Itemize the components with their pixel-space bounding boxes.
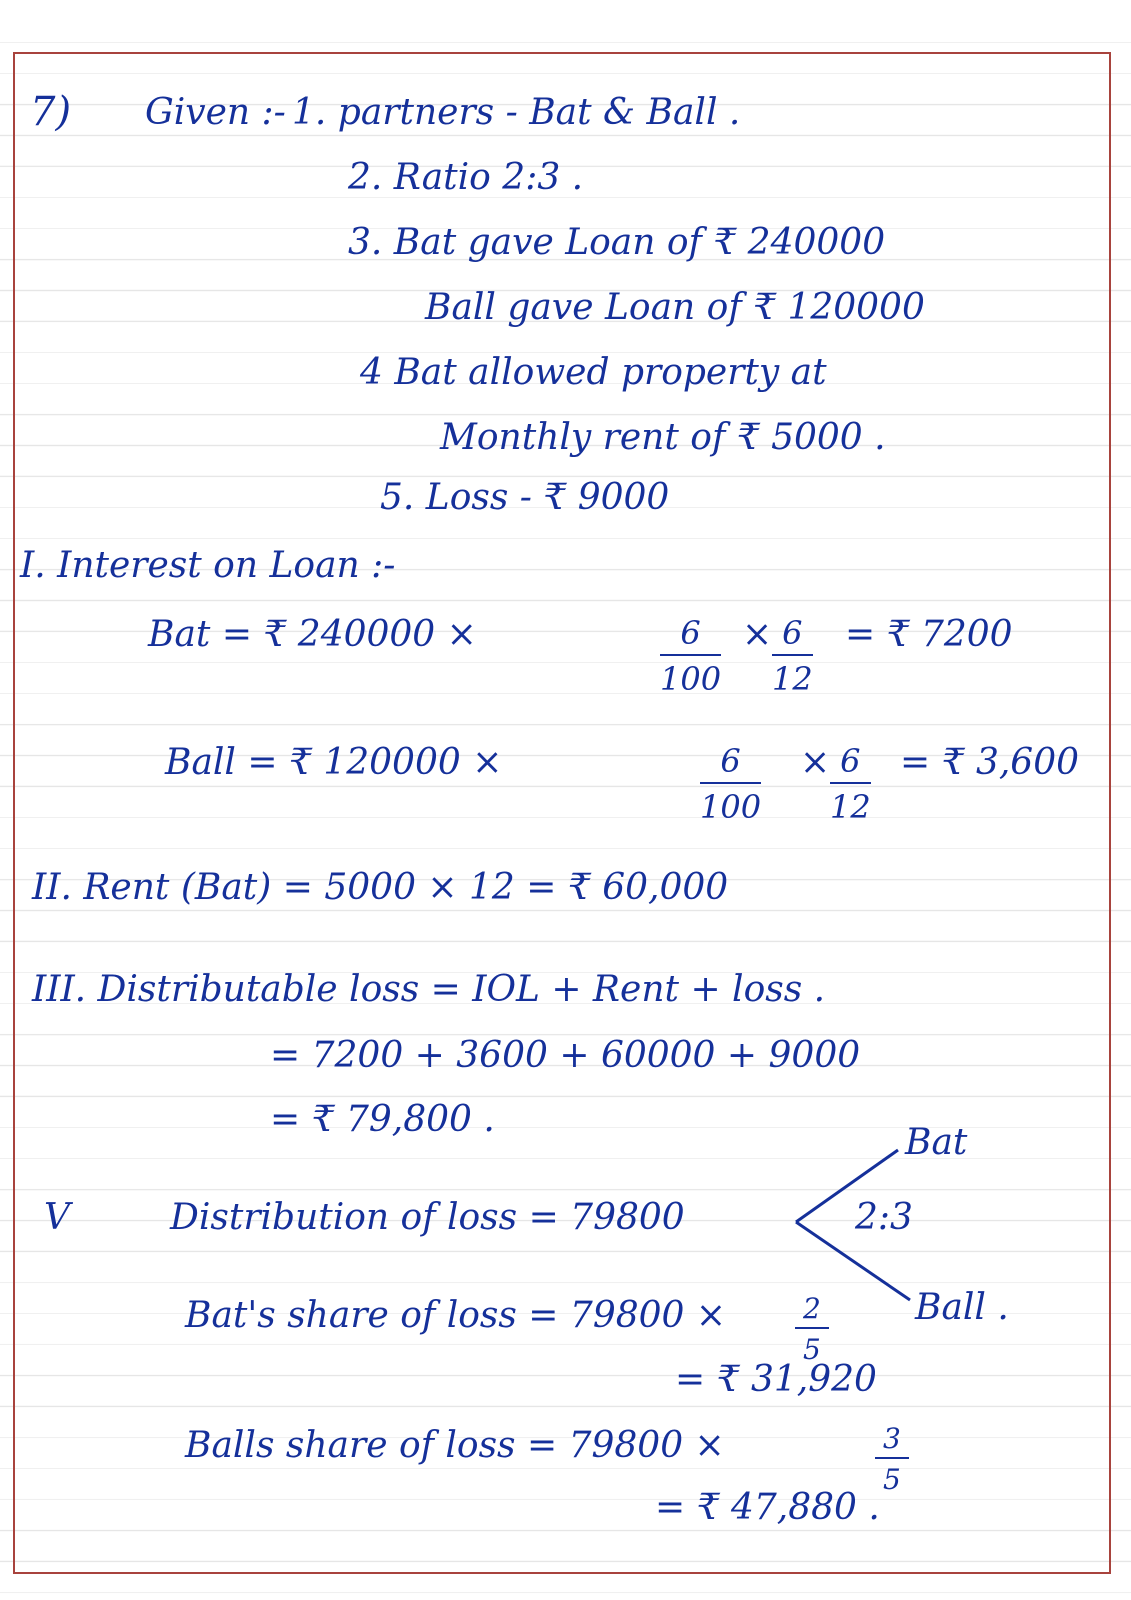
fraction-numerator: 2 [795, 1292, 829, 1329]
ball-interest-fraction-2 [830, 742, 871, 826]
ratio-label: 2:3 [855, 1197, 913, 1238]
ratio-split-arrows [790, 1140, 930, 1310]
ball-interest-result: = ₹ 3,600 [900, 742, 1080, 783]
given-line-bat-loan: 3. Bat gave Loan of ₹ 240000 [348, 222, 886, 263]
fraction-denominator: 12 [830, 788, 871, 826]
bat-share-lhs: Bat's share of loss = 79800 × [185, 1295, 727, 1336]
fraction-numerator: 3 [875, 1422, 909, 1459]
fraction-numerator: 6 [830, 742, 871, 784]
bat-interest-fraction-1 [660, 614, 721, 698]
fraction-numerator: 6 [772, 614, 813, 656]
distributable-loss-total: = ₹ 79,800 . [270, 1099, 495, 1140]
bat-share-fraction [795, 1292, 829, 1366]
given-line-loss: 5. Loss - ₹ 9000 [380, 477, 670, 518]
ball-share-lhs: Balls share of loss = 79800 × [185, 1425, 725, 1466]
distribution-line: Distribution of loss = 79800 [170, 1197, 685, 1238]
fraction-denominator: 12 [772, 660, 813, 698]
given-line-property: 4 Bat allowed property at [360, 352, 827, 393]
fraction-numerator: 6 [660, 614, 721, 656]
rent-line: II. Rent (Bat) = 5000 × 12 = ₹ 60,000 [32, 867, 729, 908]
fraction-denominator: 5 [803, 1333, 821, 1366]
section-number: V [44, 1197, 70, 1238]
given-line-monthly-rent: Monthly rent of ₹ 5000 . [440, 417, 886, 458]
fraction-denominator: 5 [883, 1463, 901, 1496]
arrow-to-bat [796, 1150, 898, 1222]
given-line-partners: 1. partners - Bat & Ball . [292, 92, 741, 133]
bat-interest-fraction-2 [772, 614, 813, 698]
branch-label-ball: Ball . [915, 1287, 1009, 1328]
branch-label-bat: Bat [905, 1122, 968, 1163]
distributable-loss-sum: = 7200 + 3600 + 60000 + 9000 [270, 1035, 861, 1076]
ball-interest-fraction-1 [700, 742, 761, 826]
fraction-denominator: 100 [660, 660, 722, 698]
distributable-loss-line: III. Distributable loss = IOL + Rent + loss . [32, 969, 826, 1010]
ball-share-result: = ₹ 47,880 . [655, 1487, 880, 1528]
arrow-to-ball [796, 1222, 910, 1300]
fraction-denominator: 100 [700, 788, 762, 826]
bat-interest-lhs: Bat = ₹ 240000 × [148, 614, 477, 655]
given-line-ball-loan: Ball gave Loan of ₹ 120000 [425, 287, 925, 328]
given-heading: Given :- [145, 92, 286, 133]
given-line-ratio: 2. Ratio 2:3 . [348, 157, 584, 198]
page-border [13, 52, 1111, 1574]
fraction-numerator: 6 [700, 742, 761, 784]
question-number: 7) [30, 89, 72, 135]
multiply-sign: × [742, 614, 773, 655]
ball-share-fraction [875, 1422, 909, 1496]
bat-share-result: = ₹ 31,920 [675, 1359, 877, 1400]
multiply-sign: × [800, 742, 831, 783]
bat-interest-result: = ₹ 7200 [845, 614, 1013, 655]
ball-interest-lhs: Ball = ₹ 120000 × [165, 742, 503, 783]
interest-heading: I. Interest on Loan :- [20, 545, 396, 586]
